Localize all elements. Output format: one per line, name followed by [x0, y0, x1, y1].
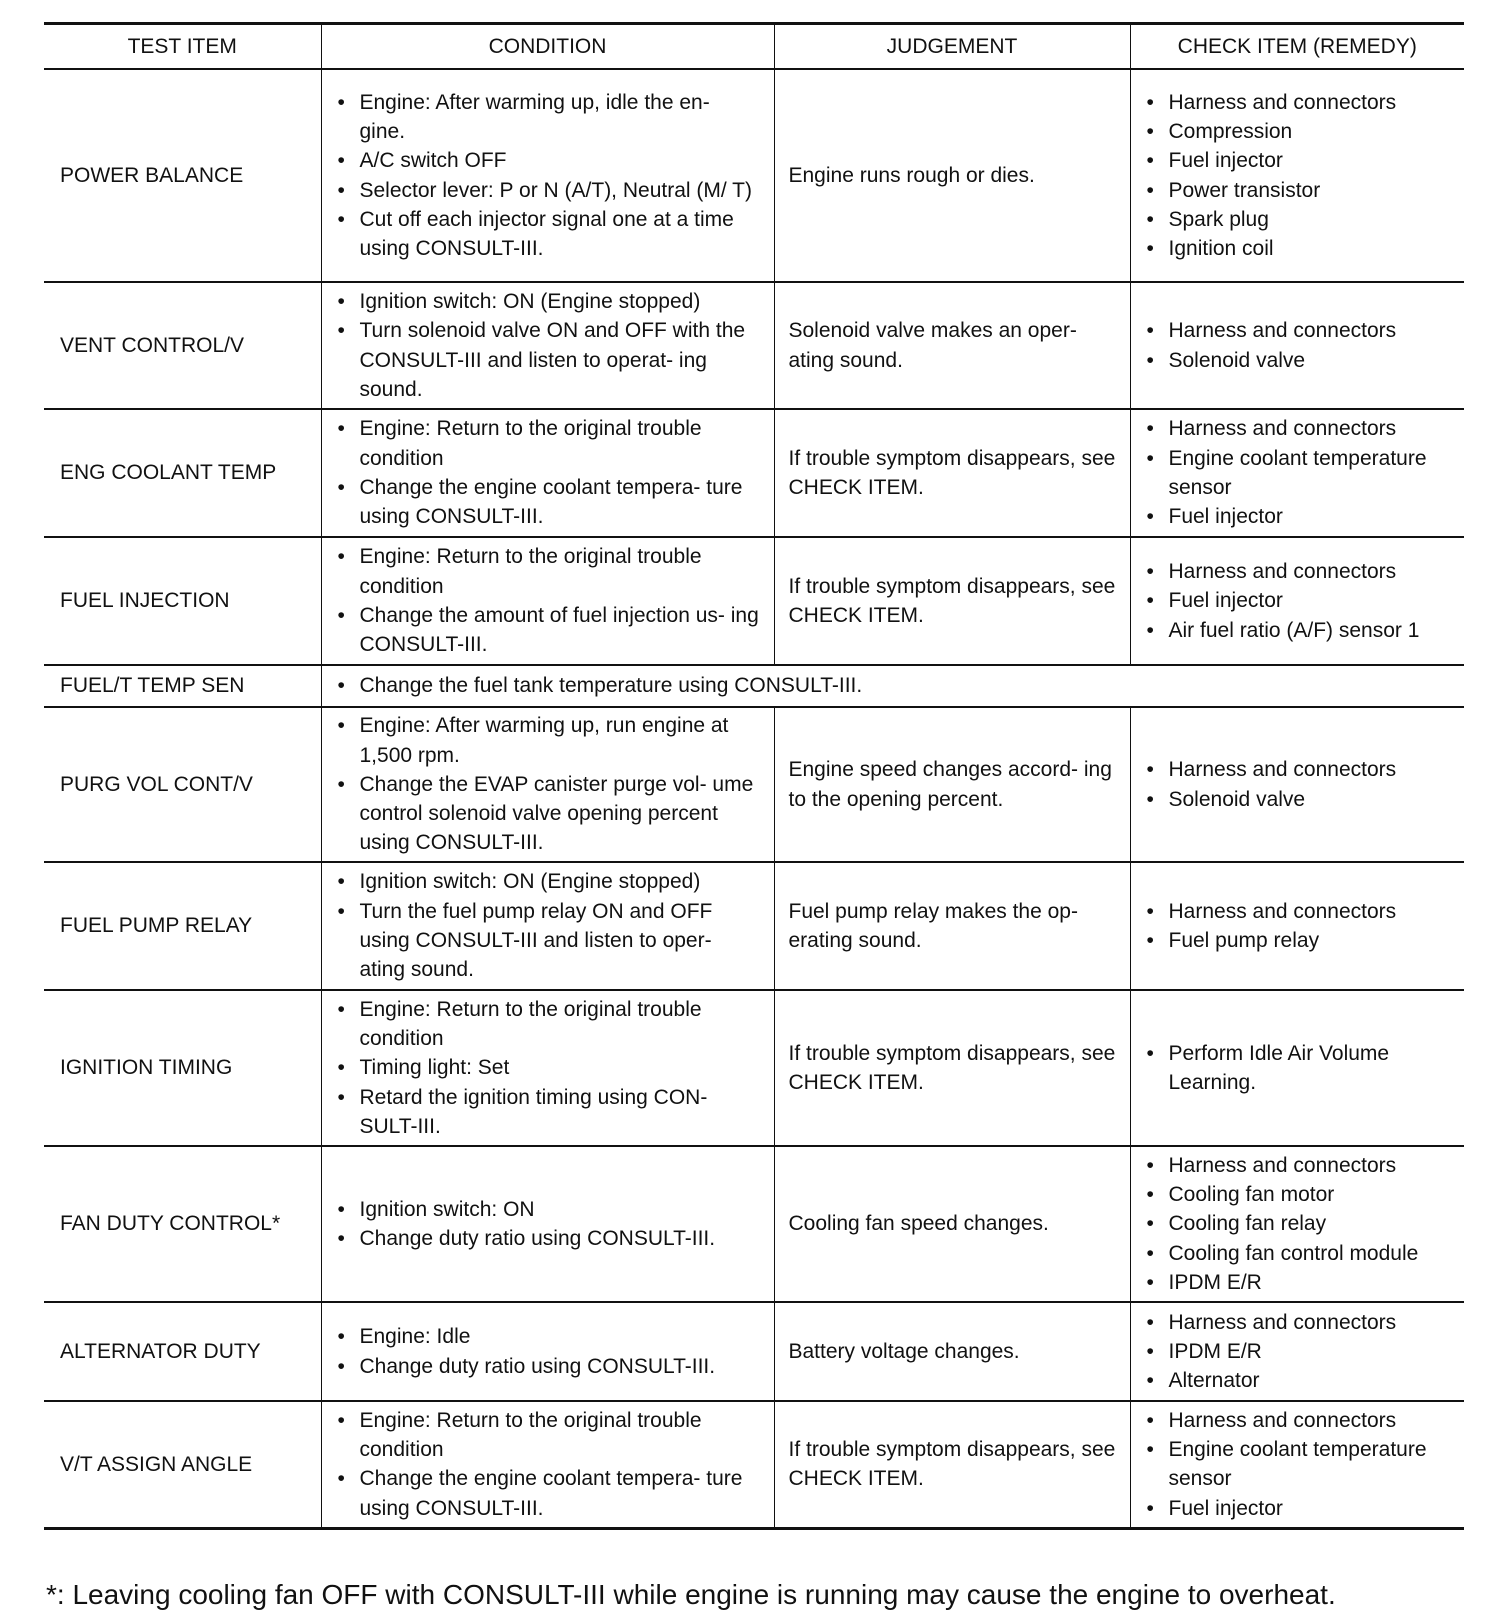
test-item-cell: ENG COOLANT TEMP [44, 409, 321, 537]
judgement-cell: Cooling fan speed changes. [774, 1146, 1130, 1302]
condition-item: • Turn the fuel pump relay ON and OFF using CONSULT-III and listen to oper- ating sound. [336, 897, 760, 985]
check-item: • Harness and connectors [1145, 316, 1451, 345]
check-item-cell [1130, 1401, 1464, 1528]
condition-item: • Change the engine coolant tempera- ture using CONSULT-III. [336, 473, 760, 532]
judgement-cell: If trouble symptom disappears, see CHECK ITEM. [774, 1401, 1130, 1528]
condition-cell [321, 990, 774, 1146]
judgement-cell: If trouble symptom disappears, see CHECK ITEM. [774, 537, 1130, 665]
check-item: • Fuel injector [1145, 586, 1451, 615]
condition-item: • Retard the ignition timing using CON- SULT-III. [336, 1083, 760, 1142]
check-item: • Harness and connectors [1145, 88, 1451, 117]
condition-item: • Ignition switch: ON (Engine stopped) [336, 287, 760, 316]
check-item: • Cooling fan relay [1145, 1209, 1451, 1238]
check-item-cell [1130, 990, 1464, 1146]
header-row [44, 24, 1464, 70]
table-row [44, 409, 1464, 537]
condition-item: • Engine: Return to the original trouble condition [336, 414, 760, 473]
check-item: • Harness and connectors [1145, 1308, 1451, 1337]
check-item-cell [1130, 1146, 1464, 1302]
check-item: • Power transistor [1145, 176, 1451, 205]
judgement-cell: Engine speed changes accord- ing to the opening percent. [774, 707, 1130, 862]
condition-item: • Timing light: Set [336, 1053, 760, 1082]
check-item: • Harness and connectors [1145, 755, 1451, 784]
check-item: • Harness and connectors [1145, 414, 1451, 443]
table-row [44, 665, 1464, 707]
condition-item: • Ignition switch: ON (Engine stopped) [336, 867, 760, 896]
condition-cell [321, 862, 774, 990]
condition-cell [321, 282, 774, 409]
table-row [44, 537, 1464, 665]
check-item: • Harness and connectors [1145, 897, 1451, 926]
condition-item: • Change the engine coolant tempera- ture using CONSULT-III. [336, 1464, 760, 1523]
condition-cell [321, 409, 774, 537]
test-item-cell: FUEL INJECTION [44, 537, 321, 665]
table-row [44, 69, 1464, 282]
condition-cell [321, 665, 1464, 707]
condition-cell [321, 1302, 774, 1401]
condition-cell [321, 707, 774, 862]
check-item-cell [1130, 69, 1464, 282]
check-item: • Solenoid valve [1145, 785, 1451, 814]
condition-item: • Engine: Idle [336, 1322, 760, 1351]
condition-item: • Engine: After warming up, run engine at 1,500 rpm. [336, 711, 760, 770]
condition-item: • Ignition switch: ON [336, 1195, 760, 1224]
check-item: • Engine coolant temperature sensor [1145, 444, 1451, 503]
condition-cell [321, 69, 774, 282]
header-condition: CONDITION [321, 24, 774, 70]
check-item: • IPDM E/R [1145, 1337, 1451, 1366]
table-row [44, 707, 1464, 862]
judgement-cell: Fuel pump relay makes the op- erating sound. [774, 862, 1130, 990]
check-item: • Fuel injector [1145, 146, 1451, 175]
check-item: • Solenoid valve [1145, 346, 1451, 375]
table-row [44, 990, 1464, 1146]
check-item: • Engine coolant temperature sensor [1145, 1435, 1451, 1494]
check-item: • IPDM E/R [1145, 1268, 1451, 1297]
active-test-table [44, 22, 1464, 1530]
check-item: • Fuel pump relay [1145, 926, 1451, 955]
judgement-cell: If trouble symptom disappears, see CHECK ITEM. [774, 409, 1130, 537]
check-item: • Alternator [1145, 1366, 1451, 1395]
condition-item: • Selector lever: P or N (A/T), Neutral (M/ T) [336, 176, 760, 205]
condition-item: • Change the fuel tank temperature using CONSULT-III. [336, 671, 1451, 700]
header-judgement: JUDGEMENT [774, 24, 1130, 70]
table-row [44, 282, 1464, 409]
check-item: • Perform Idle Air Volume Learning. [1145, 1039, 1451, 1098]
condition-item: • Change duty ratio using CONSULT-III. [336, 1224, 760, 1253]
condition-item: • A/C switch OFF [336, 146, 760, 175]
test-item-cell: FUEL/T TEMP SEN [44, 665, 321, 707]
check-item: • Cooling fan control module [1145, 1239, 1451, 1268]
table-body [44, 69, 1464, 1528]
test-item-cell: FUEL PUMP RELAY [44, 862, 321, 990]
check-item: • Air fuel ratio (A/F) sensor 1 [1145, 616, 1451, 645]
table-row [44, 1401, 1464, 1528]
header-test-item: TEST ITEM [44, 24, 321, 70]
table-row [44, 1146, 1464, 1302]
condition-item: • Engine: Return to the original trouble condition [336, 1406, 760, 1465]
judgement-cell: Engine runs rough or dies. [774, 69, 1130, 282]
condition-cell [321, 1401, 774, 1528]
check-item-cell [1130, 282, 1464, 409]
condition-item: • Change duty ratio using CONSULT-III. [336, 1352, 760, 1381]
header-check-item: CHECK ITEM (REMEDY) [1130, 24, 1464, 70]
judgement-cell: Solenoid valve makes an oper- ating sound. [774, 282, 1130, 409]
check-item-cell [1130, 862, 1464, 990]
condition-item: • Change the amount of fuel injection us- ing CONSULT-III. [336, 601, 760, 660]
test-item-cell: PURG VOL CONT/V [44, 707, 321, 862]
check-item: • Harness and connectors [1145, 1406, 1451, 1435]
test-item-cell: FAN DUTY CONTROL* [44, 1146, 321, 1302]
test-item-cell: VENT CONTROL/V [44, 282, 321, 409]
check-item: • Ignition coil [1145, 234, 1451, 263]
check-item: • Compression [1145, 117, 1451, 146]
condition-item: • Turn solenoid valve ON and OFF with the CONSULT-III and listen to operat- ing sound. [336, 316, 760, 404]
check-item: • Fuel injector [1145, 502, 1451, 531]
condition-item: • Engine: After warming up, idle the en- gine. [336, 88, 760, 147]
test-item-cell: POWER BALANCE [44, 69, 321, 282]
check-item-cell [1130, 1302, 1464, 1401]
test-item-cell: ALTERNATOR DUTY [44, 1302, 321, 1401]
table-row [44, 1302, 1464, 1401]
condition-item: • Change the EVAP canister purge vol- ume control solenoid valve opening percent using CONSULT-III. [336, 770, 760, 858]
check-item-cell [1130, 707, 1464, 862]
condition-item: • Engine: Return to the original trouble condition [336, 542, 760, 601]
condition-item: • Engine: Return to the original trouble condition [336, 995, 760, 1054]
condition-item: • Cut off each injector signal one at a time using CONSULT-III. [336, 205, 760, 264]
judgement-cell: If trouble symptom disappears, see CHECK ITEM. [774, 990, 1130, 1146]
check-item: • Spark plug [1145, 205, 1451, 234]
test-item-cell: IGNITION TIMING [44, 990, 321, 1146]
footnote: *: Leaving cooling fan OFF with CONSULT-III while engine is running may cause the engine to overheat. [46, 1579, 1336, 1610]
check-item-cell [1130, 409, 1464, 537]
check-item-cell [1130, 537, 1464, 665]
check-item: • Harness and connectors [1145, 557, 1451, 586]
check-item: • Cooling fan motor [1145, 1180, 1451, 1209]
condition-cell [321, 1146, 774, 1302]
check-item: • Fuel injector [1145, 1494, 1451, 1523]
condition-cell [321, 537, 774, 665]
judgement-cell: Battery voltage changes. [774, 1302, 1130, 1401]
check-item: • Harness and connectors [1145, 1151, 1451, 1180]
table-row [44, 862, 1464, 990]
test-item-cell: V/T ASSIGN ANGLE [44, 1401, 321, 1528]
